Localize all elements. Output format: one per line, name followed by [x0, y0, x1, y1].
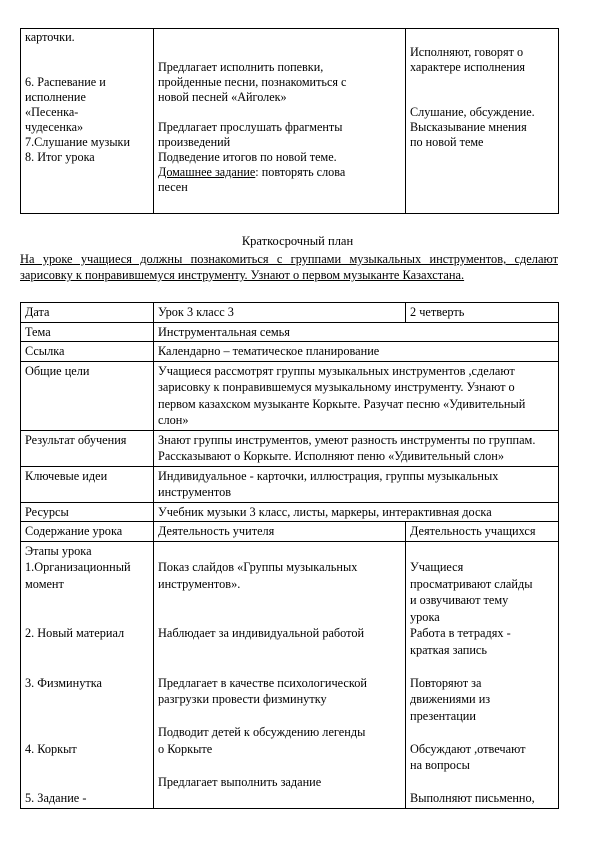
row-label: Ресурсы [21, 502, 154, 522]
table-row [21, 303, 559, 323]
stage-line [25, 708, 149, 725]
stage-line: 4. Коркыт [25, 741, 77, 756]
teacher-header: Деятельность учителя [154, 522, 406, 542]
row-value: Инструментальная семья [154, 322, 559, 342]
plan-heading: Краткосрочный план [241, 234, 354, 248]
stage-line [25, 757, 149, 774]
stage-line: разгрузки провести физминутку [158, 692, 327, 706]
student-line: Исполняют, говорят о [410, 45, 524, 59]
row-label: Результат обучения [21, 430, 154, 466]
student-header: Деятельность учащихся [406, 522, 559, 542]
stage-line: 1.Организационный [25, 560, 131, 574]
stage-line: 6. Распевание и [25, 75, 106, 89]
row-value: Календарно – тематическое планирование [154, 342, 559, 362]
intro-paragraph [20, 251, 558, 283]
stage-line: Обсуждают ,отвечают [410, 741, 526, 756]
student-line: Высказывание мнения [410, 120, 527, 134]
stage-line [25, 609, 149, 626]
table-row [21, 342, 559, 362]
row-value: Учащиеся рассмотрят группы музыкальных инструментов ,сделают зарисовку к понравившемуся музыкальному инструменту. Узнают о первом казахском музыканте Коркыте. Разучат песню «Удивительный слон» [154, 361, 559, 430]
stage-line [158, 543, 401, 560]
stage-line: движениями из [410, 692, 491, 706]
stage-line: на вопросы [410, 758, 470, 772]
teacher-line: Предлагает исполнить попевки, [158, 60, 324, 74]
spacer [410, 30, 554, 45]
teacher-line: Подведение итогов по новой теме. [158, 150, 337, 164]
row-value: Знают группы инструментов, умеют разность инструменты по группам. Рассказывают о Коркыте. Исполняют пеню «Удивительный слон» [154, 430, 559, 466]
stage-line [25, 592, 149, 609]
stage-line [410, 774, 554, 791]
row-value: Индивидуальное - карточки, иллюстрация, группы музыкальных инструментов [154, 466, 559, 502]
lesson-cell: Урок 3 класс 3 [154, 303, 406, 323]
student-line: по новой теме [410, 135, 484, 149]
spacer [158, 105, 401, 120]
stage-line [158, 642, 401, 659]
stage-line: Повторяют за [410, 675, 482, 690]
teacher-line: Предлагает прослушать фрагменты [158, 120, 343, 134]
lesson-plan-table [20, 302, 559, 809]
stage-line: урока [410, 609, 440, 624]
stage-line: Выполняют письменно, [410, 791, 535, 805]
table-row [21, 430, 559, 466]
row-label: Ссылка [21, 342, 154, 362]
spacer [410, 75, 554, 105]
stages-cell [21, 541, 154, 808]
stage-line: презентации [410, 708, 476, 723]
stage-line: инструментов». [158, 576, 241, 591]
teacher-line: песен [158, 180, 188, 194]
teacher-line: пройденные песни, познакомиться с [158, 75, 347, 89]
teacher-activity-cell [154, 541, 406, 808]
row-value: Учебник музыки 3 класс, листы, маркеры, интерактивная доска [154, 502, 559, 522]
homework-text: : повторять слова [255, 165, 346, 179]
teacher-line: произведений [158, 135, 231, 149]
table-row [21, 29, 559, 214]
stage-line [25, 724, 149, 741]
student-activity-cell [406, 29, 559, 214]
student-line: Слушание, обсуждение. [410, 105, 535, 119]
stage-line: Наблюдает за индивидуальной работой [158, 626, 365, 640]
stage-line: чудесенка» [25, 120, 84, 134]
table-row [21, 322, 559, 342]
stage-line [410, 543, 554, 560]
table-row [21, 522, 559, 542]
student-activity-cell [406, 541, 559, 808]
stage-line [158, 757, 401, 774]
stage-line [25, 642, 149, 659]
table-row [21, 466, 559, 502]
table-row [21, 541, 559, 808]
stage-line: Показ слайдов «Группы музыкальных [158, 560, 358, 574]
homework-line [158, 165, 401, 180]
stage-line [158, 658, 401, 675]
stage-line: Работа в тетрадях - [410, 626, 511, 640]
row-label: Тема [21, 322, 154, 342]
stage-line: исполнение [25, 90, 86, 104]
teacher-line: новой песней «Айголек» [158, 90, 287, 104]
stage-line: 3. Физминутка [25, 675, 102, 690]
student-line: характере исполнения [410, 60, 525, 74]
quarter-cell: 2 четверть [406, 303, 559, 323]
stage-line: Учащиеся [410, 560, 464, 574]
table-row [21, 361, 559, 430]
previous-lesson-table [20, 28, 559, 214]
spacer [25, 45, 149, 60]
stage-line: Этапы урока [25, 543, 92, 558]
spacer [158, 30, 401, 60]
spacer [25, 60, 149, 75]
stage-line: просматривают слайды [410, 576, 533, 591]
stage-line: и озвучивают тему [410, 593, 509, 607]
stage-line [158, 708, 401, 725]
stage-line: момент [25, 576, 64, 591]
stage-line [158, 790, 401, 807]
content-header: Содержание урока [21, 522, 154, 542]
stage-line [25, 691, 149, 708]
stage-line [25, 774, 149, 791]
stage-line [25, 658, 149, 675]
stage-line: Подводит детей к обсуждению легенды [158, 725, 366, 739]
date-label-cell: Дата [21, 303, 154, 323]
stage-line: Предлагает выполнить задание [158, 774, 322, 789]
teacher-activity-cell [154, 29, 406, 214]
table-row [21, 502, 559, 522]
stage-line: 8. Итог урока [25, 150, 95, 164]
homework-label: Домашнее задание [158, 165, 256, 179]
stage-line [158, 592, 401, 609]
stage-line [410, 658, 554, 675]
stage-line: 2. Новый материал [25, 626, 125, 640]
stage-line: 5. Задание - [25, 791, 87, 805]
row-label: Ключевые идеи [21, 466, 154, 502]
stage-line [410, 724, 554, 741]
stage-line: краткая запись [410, 642, 487, 657]
stage-line [158, 609, 401, 626]
row-label: Общие цели [21, 361, 154, 430]
stage-line: карточки. [25, 30, 75, 44]
stages-cell [21, 29, 154, 214]
stage-line: «Песенка- [25, 105, 79, 119]
stage-line: Предлагает в качестве психологической [158, 675, 367, 690]
stage-line: 7.Слушание музыки [25, 135, 130, 149]
intro-text: На уроке учащиеся должны познакомиться с группами музыкальных инструментов, сделают зарисовку к понравившемуся инструменту. Узнают о первом музыканте Казахстана. [20, 252, 558, 282]
stage-line: о Коркыте [158, 741, 213, 756]
